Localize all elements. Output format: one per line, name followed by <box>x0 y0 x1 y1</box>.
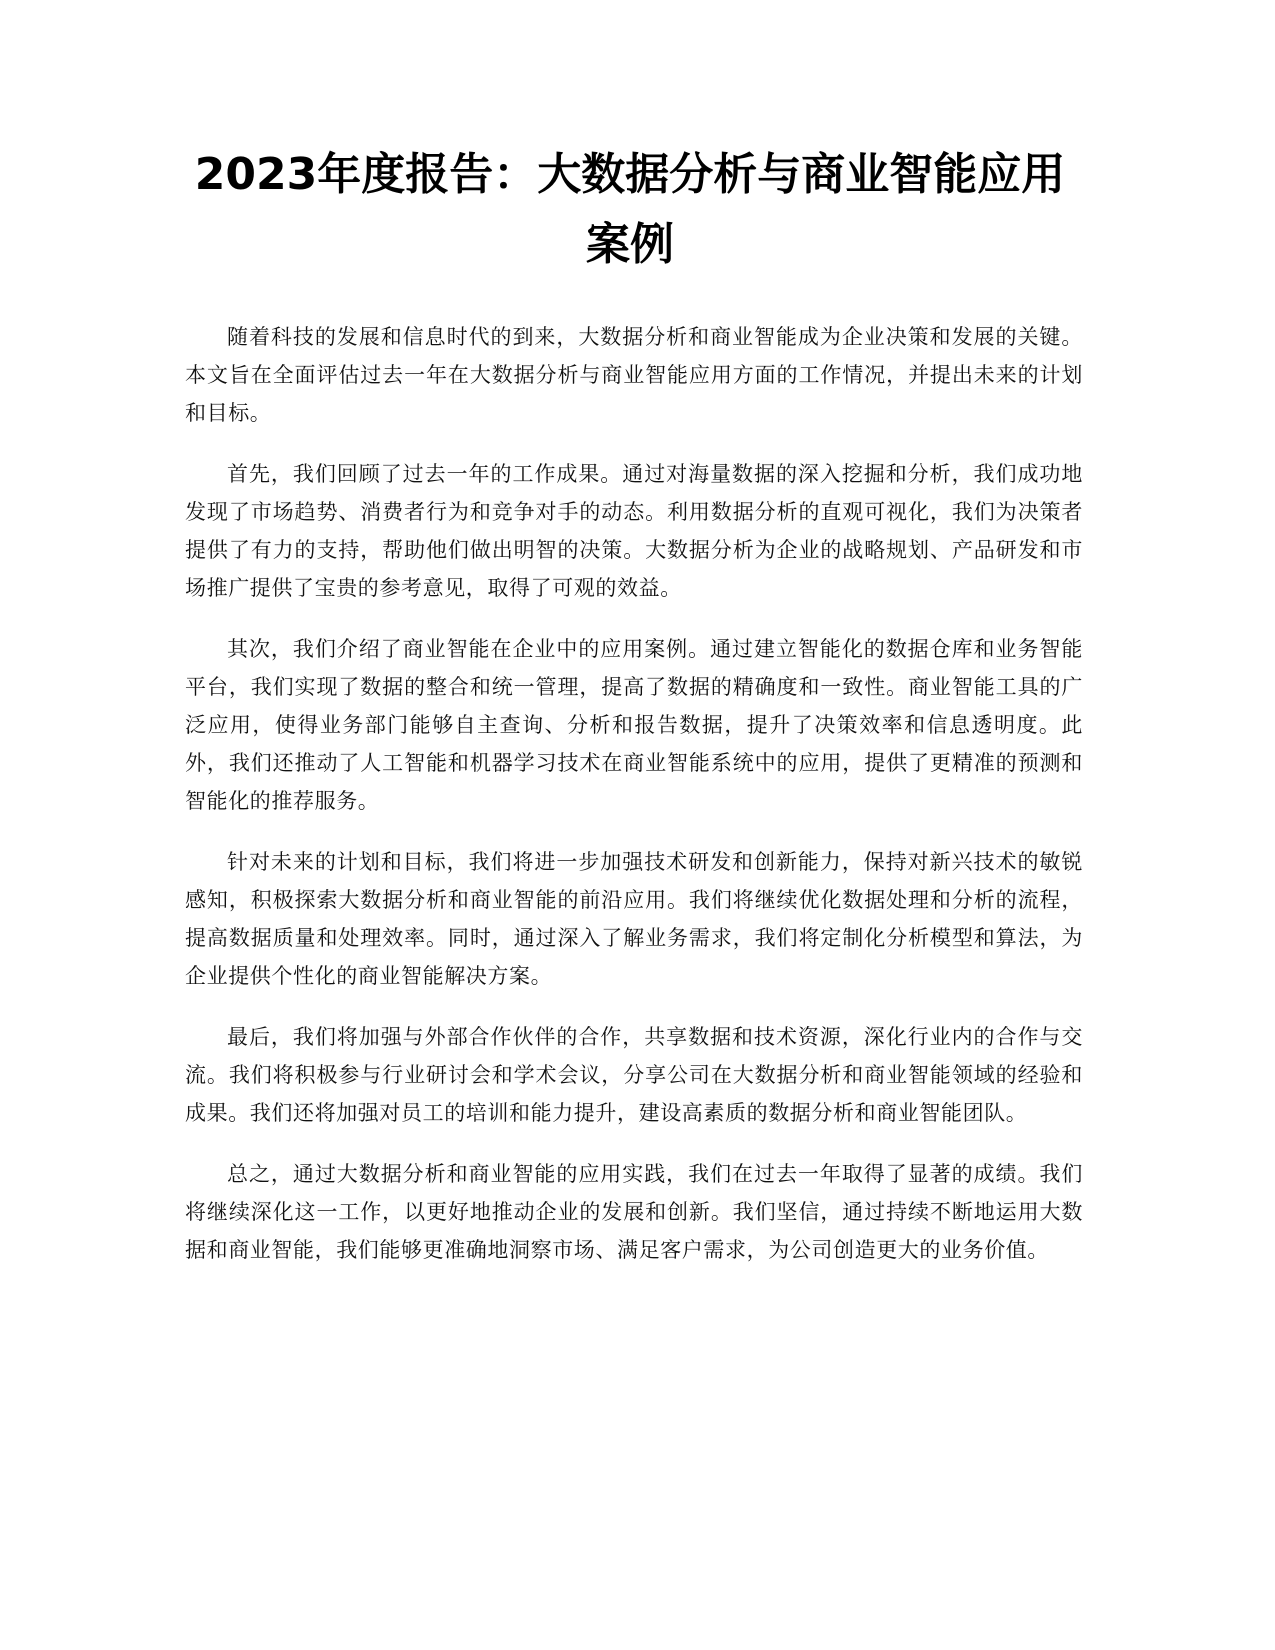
paragraph-intro: 随着科技的发展和信息时代的到来，大数据分析和商业智能成为企业决策和发展的关键。本文旨在全面评估过去一年在大数据分析与商业智能应用方面的工作情况，并提出未来的计划和目标。 <box>185 325 1083 425</box>
paragraph-cooperation: 最后，我们将加强与外部合作伙伴的合作，共享数据和技术资源，深化行业内的合作与交流。我们将积极参与行业研讨会和学术会议，分享公司在大数据分析和商业智能领域的经验和成果。我们还将加强对员工的培训和能力提升，建设高素质的数据分析和商业智能团队。 <box>185 1025 1083 1125</box>
document-title: 2023年度报告：大数据分析与商业智能应用案例 <box>194 149 1066 270</box>
paragraph-conclusion: 总之，通过大数据分析和商业智能的应用实践，我们在过去一年取得了显著的成绩。我们将继续深化这一工作，以更好地推动企业的发展和创新。我们坚信，通过持续不断地运用大数据和商业智能，我们能够更准确地洞察市场、满足客户需求，为公司创造更大的业务价值。 <box>185 1162 1083 1262</box>
document-body <box>185 318 1083 1292</box>
paragraph-achievements: 首先，我们回顾了过去一年的工作成果。通过对海量数据的深入挖掘和分析，我们成功地发现了市场趋势、消费者行为和竞争对手的动态。利用数据分析的直观可视化，我们为决策者提供了有力的支持，帮助他们做出明智的决策。大数据分析为企业的战略规划、产品研发和市场推广提供了宝贵的参考意见，取得了可观的效益。 <box>185 462 1083 600</box>
paragraph-bi-cases: 其次，我们介绍了商业智能在企业中的应用案例。通过建立智能化的数据仓库和业务智能平台，我们实现了数据的整合和统一管理，提高了数据的精确度和一致性。商业智能工具的广泛应用，使得业务部门能够自主查询、分析和报告数据，提升了决策效率和信息透明度。此外，我们还推动了人工智能和机器学习技术在商业智能系统中的应用，提供了更精准的预测和智能化的推荐服务。 <box>185 637 1083 813</box>
paragraph-future-plans: 针对未来的计划和目标，我们将进一步加强技术研发和创新能力，保持对新兴技术的敏锐感知，积极探索大数据分析和商业智能的前沿应用。我们将继续优化数据处理和分析的流程，提高数据质量和处理效率。同时，通过深入了解业务需求，我们将定制化分析模型和算法，为企业提供个性化的商业智能解决方案。 <box>185 850 1083 988</box>
